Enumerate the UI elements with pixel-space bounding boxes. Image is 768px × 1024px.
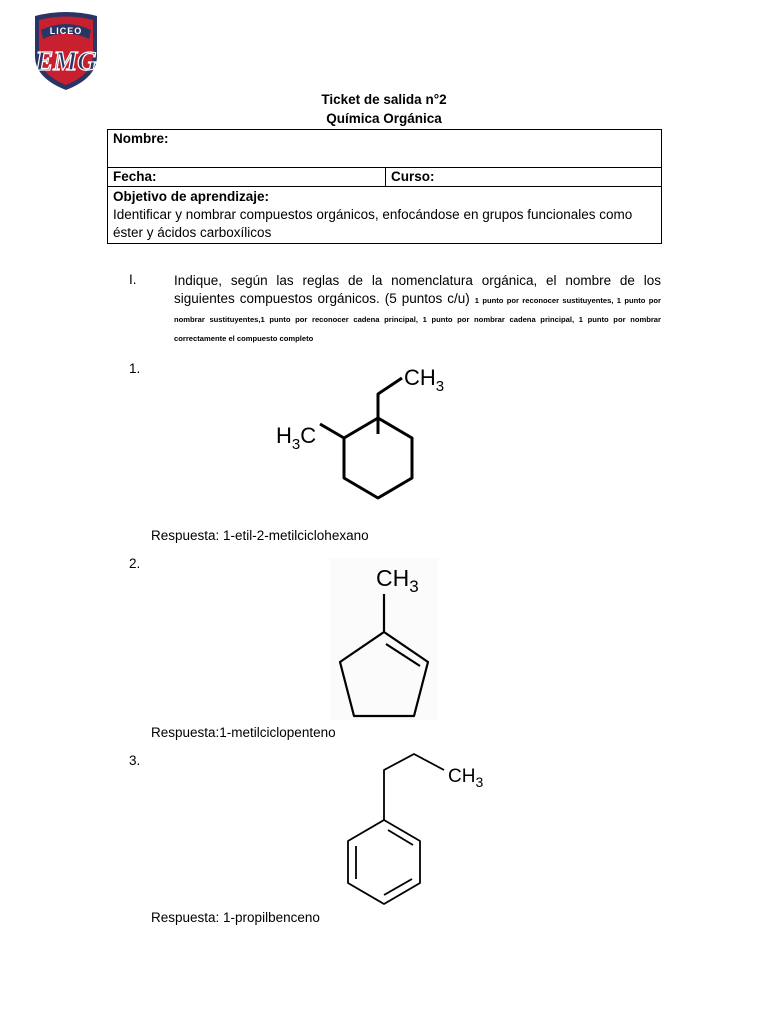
- document-subtitle: Química Orgánica: [326, 111, 442, 126]
- question-1-number: 1.: [129, 361, 141, 376]
- instructions: [174, 272, 661, 347]
- double-bond-inner: [386, 644, 420, 666]
- benzene-double-1: [388, 830, 413, 845]
- question-2-number: 2.: [129, 556, 141, 571]
- h3c-h-label: H: [276, 423, 292, 448]
- objetivo-text: Identificar y nombrar compuestos orgánicos, enfocándose en grupos funcionales como éster y ácidos carboxílicos: [113, 207, 633, 240]
- logo-top-text: LICEO: [49, 26, 83, 36]
- logo-letters: EMG: [35, 46, 97, 76]
- section-numeral: I.: [129, 272, 137, 287]
- question-3-structure: [330, 748, 500, 908]
- question-1-answer: Respuesta: 1-etil-2-metilciclohexano: [151, 528, 369, 543]
- svg-text:H3C: [276, 423, 316, 453]
- question-2-structure: [330, 558, 438, 720]
- document-title: Ticket de salida n°2: [321, 92, 447, 107]
- ch3-label: CH: [376, 565, 410, 591]
- ch3-label: CH: [448, 766, 476, 787]
- nombre-label: Nombre:: [113, 131, 169, 146]
- student-info-table: [107, 129, 662, 244]
- question-3-number: 3.: [129, 753, 141, 768]
- methyl-bond: [320, 424, 344, 438]
- question-3-answer: Respuesta: 1-propilbenceno: [151, 910, 320, 925]
- objetivo-label: Objetivo de aprendizaje:: [113, 189, 270, 204]
- svg-text:CH3: [404, 365, 444, 395]
- ch3-subscript: 3: [409, 577, 419, 596]
- h3c-c-label: C: [300, 423, 317, 448]
- svg-text:CH3: [376, 565, 419, 596]
- benzene-ring: [348, 820, 420, 904]
- instructions-text: Indique, según las reglas de la nomenclatura orgánica, el nombre de los siguientes compuestos orgánicos. (5 puntos c/u): [174, 273, 661, 306]
- ch3-subscript: 3: [475, 774, 484, 790]
- fecha-field[interactable]: [108, 168, 386, 187]
- nombre-field[interactable]: [108, 130, 662, 168]
- curso-label: Curso:: [391, 169, 435, 184]
- svg-text:CH3: [448, 766, 483, 790]
- question-2-answer: Respuesta:1-metilciclopenteno: [151, 725, 336, 740]
- ch3-subscript: 3: [435, 378, 445, 395]
- ch3-label: CH: [404, 365, 436, 390]
- cyclopentene-ring: [340, 632, 428, 716]
- instructions-criteria: 1 punto por reconocer sustituyentes, 1 punto por nombrar sustituyentes,1 punto por reconocer cadena principal, 1 punto por nombrar cadena principal, 1 punto por nombrar correctamente el compuesto completo: [174, 296, 661, 343]
- objetivo-cell: [108, 187, 662, 244]
- curso-field[interactable]: [386, 168, 662, 187]
- benzene-double-2: [384, 879, 412, 895]
- propyl-chain: [384, 754, 444, 820]
- h3c-subscript: 3: [291, 436, 301, 453]
- liceo-emg-logo: [32, 12, 100, 92]
- question-1-structure: [270, 360, 470, 505]
- fecha-label: Fecha:: [113, 169, 157, 184]
